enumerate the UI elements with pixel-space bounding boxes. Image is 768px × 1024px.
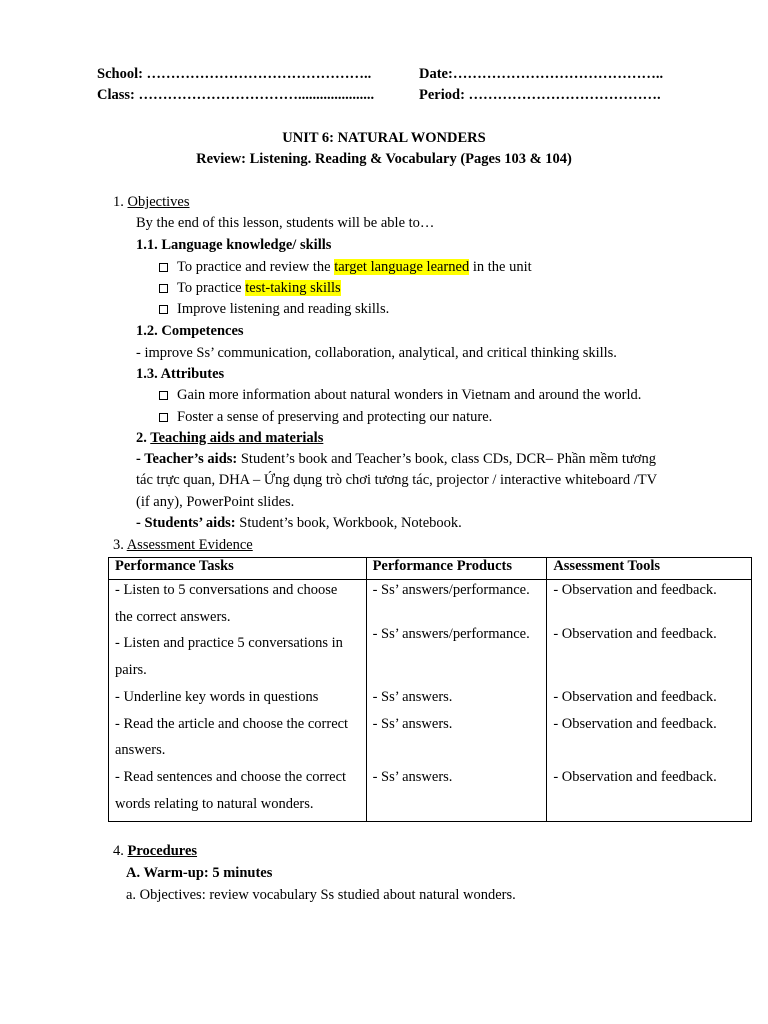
column-header: Assessment Tools <box>547 558 752 580</box>
aids-heading <box>136 429 323 447</box>
school-field <box>97 65 371 83</box>
task-line: - Listen to 5 conversations and choose <box>115 582 338 598</box>
objectives-title: Objectives <box>127 194 190 210</box>
teacher-aids-line: - Teacher’s aids: Student’s book and Teacher’s book, class CDs, DCR– Phần mềm tương <box>136 451 656 467</box>
class-label: Class: <box>97 87 135 103</box>
objectives-heading <box>113 193 190 211</box>
task-line: words relating to natural wonders. <box>115 796 314 812</box>
date-field <box>419 65 663 83</box>
task-line: the correct answers. <box>115 609 231 625</box>
teacher-aids-line-3: (if any), PowerPoint slides. <box>136 494 295 510</box>
checkbox-icon <box>159 391 168 400</box>
competences-text: - improve Ss’ communication, collaboration, analytical, and critical thinking skills. <box>136 345 617 361</box>
product-line: - Ss’ answers/performance. <box>372 582 530 598</box>
product-line: - Ss’ answers. <box>372 689 453 705</box>
school-dots: ……………………………………….. <box>146 66 372 82</box>
checkbox-icon <box>159 413 168 422</box>
checkbox-icon <box>159 263 168 272</box>
assessment-title: Assessment Evidence <box>126 537 253 553</box>
period-field <box>419 86 661 104</box>
unit-title: UNIT 6: NATURAL WONDERS <box>282 130 486 146</box>
tool-line: - Observation and feedback. <box>553 582 717 598</box>
list-item: Foster a sense of preserving and protecting our nature. <box>159 408 492 426</box>
checkbox-icon <box>159 305 168 314</box>
language-knowledge-heading: 1.1. Language knowledge/ skills <box>136 237 332 253</box>
warmup-heading: A. Warm-up: 5 minutes <box>126 865 273 881</box>
assessment-heading <box>113 536 253 554</box>
students-aids-label: - Students’ aids: <box>136 515 236 531</box>
assessment-table <box>108 557 752 822</box>
tasks-cell <box>109 580 367 822</box>
checkbox-icon <box>159 284 168 293</box>
period-label: Period: <box>419 87 465 103</box>
date-dots: …………………………………….. <box>452 66 664 82</box>
task-line: - Listen and practice 5 conversations in <box>115 635 343 651</box>
aids-title: Teaching aids and materials <box>150 430 324 446</box>
highlighted-text: test-taking skills <box>245 280 341 296</box>
tool-line: - Observation and feedback. <box>553 716 717 732</box>
tool-line: - Observation and feedback. <box>553 689 717 705</box>
warmup-objectives: a. Objectives: review vocabulary Ss studied about natural wonders. <box>126 887 516 903</box>
tool-line: - Observation and feedback. <box>553 626 717 642</box>
date-label: Date: <box>419 66 453 82</box>
list-item: Gain more information about natural wonders in Vietnam and around the world. <box>159 386 641 404</box>
column-header: Performance Products <box>366 558 547 580</box>
task-line: answers. <box>115 742 166 758</box>
table-header-row <box>109 558 752 580</box>
task-line: - Read sentences and choose the correct <box>115 769 347 785</box>
attributes-heading: 1.3. Attributes <box>136 366 225 382</box>
task-line: - Read the article and choose the correct <box>115 716 349 732</box>
procedures-title: Procedures <box>127 843 198 859</box>
column-header: Performance Tasks <box>109 558 367 580</box>
competences-heading: 1.2. Competences <box>136 323 244 339</box>
list-item: Improve listening and reading skills. <box>159 300 389 318</box>
procedures-heading <box>113 842 197 860</box>
list-item: To practice test-taking skills <box>159 279 341 297</box>
products-cell <box>366 580 547 822</box>
teacher-aids-line-2: tác trực quan, DHA – Ứng dụng trò chơi tương tác, projector / interactive whiteboard /TV <box>136 472 658 488</box>
objectives-intro: By the end of this lesson, students will be able to… <box>136 215 435 231</box>
table-row <box>109 580 752 822</box>
product-line: - Ss’ answers/performance. <box>372 626 530 642</box>
period-dots: …………………………………. <box>468 87 661 103</box>
list-item: To practice and review the target language learned in the unit <box>159 258 532 276</box>
highlighted-text: target language learned <box>334 259 470 275</box>
task-line: pairs. <box>115 662 147 678</box>
class-dots: ……………………………..................... <box>138 87 375 103</box>
tools-cell <box>547 580 752 822</box>
review-title: Review: Listening. Reading & Vocabulary (Pages 103 & 104) <box>196 151 572 167</box>
tool-line: - Observation and feedback. <box>553 769 717 785</box>
product-line: - Ss’ answers. <box>372 769 453 785</box>
assessment-number: 3. <box>113 537 124 553</box>
product-line: - Ss’ answers. <box>372 716 453 732</box>
school-label: School: <box>97 66 143 82</box>
teacher-aids-label: - Teacher’s aids: <box>136 451 238 467</box>
students-aids-line: - Students’ aids: Student’s book, Workbook, Notebook. <box>136 515 462 531</box>
task-line: - Underline key words in questions <box>115 689 319 705</box>
objectives-number: 1. <box>113 194 124 210</box>
aids-number: 2. <box>136 430 147 446</box>
procedures-number: 4. <box>113 843 124 859</box>
class-field <box>97 86 374 104</box>
